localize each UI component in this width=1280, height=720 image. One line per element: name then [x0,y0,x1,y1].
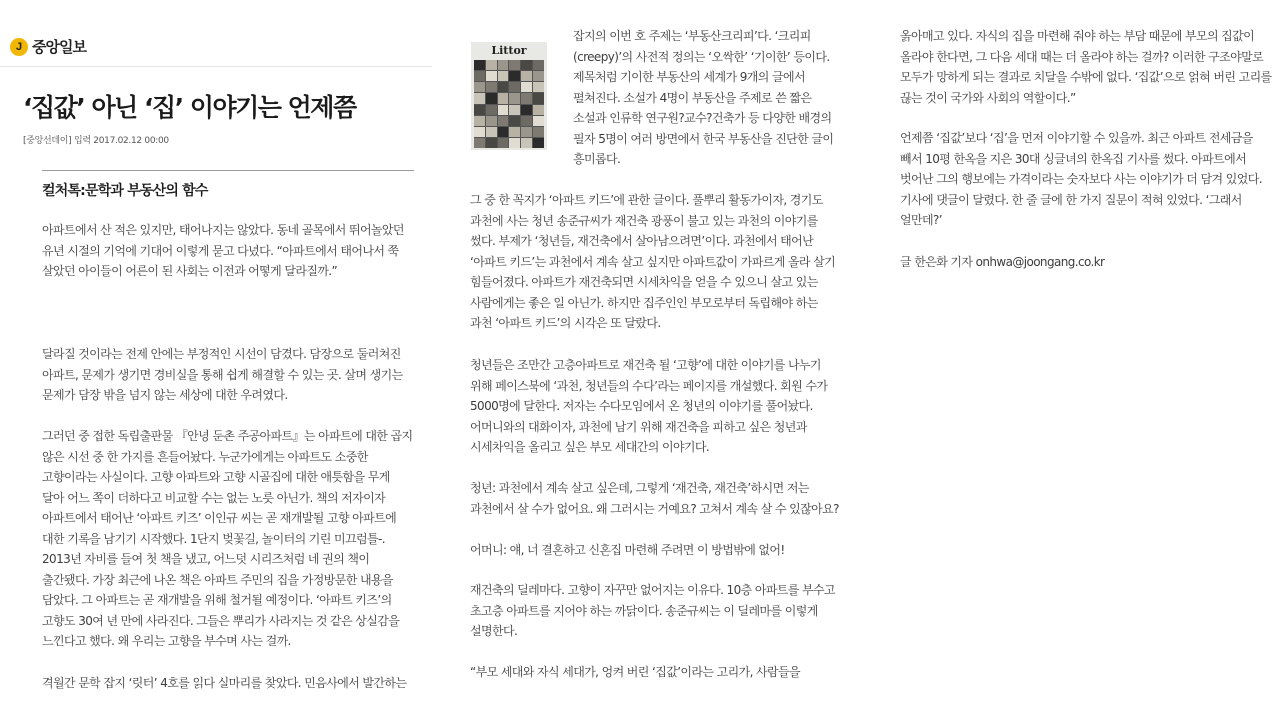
text-line: 유년 시절의 기억에 기대어 이렇게 묻고 다녔다. “아파트에서 태어나서 쭉 [42,243,399,258]
cover-window-tile [498,105,509,115]
cover-window-tile [498,71,509,81]
cover-window-tile [486,116,497,126]
text-line: ‘아파트 키드’는 과천에서 계속 살고 싶지만 아파트값이 가파르게 올라 살기 [470,254,836,269]
cover-window-tile [474,71,485,81]
text-line: 사람에게는 좋은 일 아닌가. 하지만 집주인인 부모로부터 독립해야 하는 [470,295,818,310]
cover-window-tile [486,105,497,115]
cover-window-tile [533,60,544,70]
text-line: 격월간 문학 잡지 ‘릿터’ 4호를 읽다 실마리를 찾았다. 민음사에서 발간하는 [42,676,407,690]
cover-window-tile [521,127,532,137]
cover-window-tile [474,116,485,126]
cover-window-tile [509,82,520,92]
cover-window-tile [498,127,509,137]
cover-window-tile [509,116,520,126]
magazine-cover-title: Littor [491,44,527,57]
paragraph [42,220,404,282]
text-line: 기사에 댓글이 달렸다. 한 줄 글에 한 가지 질문이 적혀 있었다. ‘그래서 [900,192,1242,207]
cover-window-tile [509,60,520,70]
paragraph [42,344,403,406]
cover-window-tile [474,138,485,148]
text-line: 빼서 10평 한옥을 지은 30대 싱글녀의 한옥집 기사를 썼다. 아파트에서 [900,151,1247,166]
text-line: 벗어난 그의 행보에는 가격이라는 숫자보다 사는 이야기가 더 담겨 있었다. [900,172,1262,186]
section-heading: 컬처톡:문학과 부동산의 함수 [42,183,208,199]
text-line: 않은 시선 중 한 가지를 흔들어놨다. 누군가에게는 아파트도 소중한 [42,449,368,464]
section-divider [42,170,414,171]
paragraph [42,426,413,652]
cover-window-tile [498,82,509,92]
paragraph [470,540,785,561]
text-line: 위해 페이스북에 ‘과천, 청년들의 수다’라는 페이지를 개설했다. 회원 수가 [470,378,828,393]
cover-window-tile [533,82,544,92]
article-column-2 [458,0,858,720]
text-line: 소설과 인류학 연구원?교수?건축가 등 다양한 배경의 [573,111,832,125]
text-line: 과천에 사는 청년 송준규씨가 재건축 광풍이 불고 있는 과천의 이야기를 [470,213,818,228]
text-line: 펼쳐진다. 소설가 4명이 부동산을 주제로 쓴 짧은 [573,90,812,105]
logo-mark-icon: J [10,38,28,56]
text-line: 달라질 것이라는 전제 안에는 부정적인 시선이 담겼다. 담장으로 둘러쳐진 [42,347,401,361]
text-line: 살았던 아이들이 어른이 된 사회는 이전과 어떻게 달라질까.” [42,264,338,278]
text-line: 올라야 한다면, 그 다음 세대 때는 더 올라야 하는 걸까? 이러한 구조야말로 [900,49,1264,64]
text-line: 그 중 한 꼭지가 ‘아파트 키드’에 관한 글이다. 풀뿌리 활동가이자, 경기도 [470,193,823,207]
text-line: 어머니: 얘, 너 결혼하고 신혼집 마련해 주려면 이 방법밖에 없어! [470,543,785,557]
byline [900,252,1104,273]
text-line: 달아 어느 쪽이 더하다고 비교할 수는 없는 노릇 아닌가. 책의 저자이자 [42,490,386,505]
text-line: 재건축의 딜레마다. 고향이 자꾸만 없어지는 이유다. 10층 아파트를 부수고 [470,583,835,597]
cover-window-tile [498,60,509,70]
text-line: 끊는 것이 국가와 사회의 역할이다.” [900,90,1076,105]
cover-window-tile [486,60,497,70]
text-line: 힘들어졌다. 아파트가 재건축되면 시세차익을 얻을 수 있으니 살고 있는 [470,275,818,289]
cover-window-tile [486,82,497,92]
cover-window-tile [533,127,544,137]
cover-window-tile [486,138,497,148]
cover-window-tile [498,138,509,148]
text-line: (creepy)’의 사전적 정의는 ‘오싹한’ ‘기이한’ 등이다. [573,49,830,64]
cover-window-tile [533,71,544,81]
cover-window-tile [474,82,485,92]
article-title: ‘집값’ 아닌 ‘집’ 이야기는 언제쯤 [23,93,356,122]
cover-window-tile [521,71,532,81]
paragraph [470,355,827,458]
text-line: 얼만데?’ [900,213,942,227]
article-column-3 [860,0,1280,720]
text-line: “부모 세대와 자식 세대가, 엉켜 버린 ‘집값’이라는 고리가, 사람들을 [470,665,800,679]
cover-window-tile [474,93,485,103]
cover-window-tile [509,71,520,81]
text-line: 문제가 담장 밖을 넘지 않는 세상에 대한 우려였다. [42,388,288,402]
site-logo[interactable] [10,36,86,57]
cover-window-tile [533,105,544,115]
text-line: 청년: 과천에서 계속 살고 싶은데, 그렇게 ‘재건축, 재건축’하시면 저는 [470,481,809,495]
cover-window-tile [533,93,544,103]
text-line: 시세차익을 올리고 싶은 부모 세대간의 이야기다. [470,440,710,454]
text-line: 청년들은 조만간 고층아파트로 재건축 될 ‘고향’에 대한 이야기를 나누기 [470,358,821,372]
cover-window-tile [509,93,520,103]
cover-window-tile [533,138,544,148]
paragraph [42,673,406,694]
cover-window-tile [509,127,520,137]
author-byline: 글 한은화 기자 onhwa@joongang.co.kr [900,255,1105,269]
text-line: 제목처럼 기이한 부동산의 세계가 9개의 글에서 [573,70,805,84]
cover-window-tile [474,127,485,137]
cover-window-tile [486,93,497,103]
paragraph [470,662,800,683]
text-line: 초고층 아파트를 지어야 하는 까닭이다. 송준규씨는 이 딜레마를 이렇게 [470,603,818,618]
text-line: 아파트에서 산 적은 있지만, 태어나지는 않았다. 동네 골목에서 뛰어놀았던 [42,223,404,237]
text-line: 아파트에서 태어난 ‘아파트 키즈’ 이인규 씨는 곧 재개발될 고향 아파트에 [42,511,397,525]
paragraph [470,580,835,642]
logo-text: 중앙일보 [32,38,86,56]
text-line: 옭아매고 있다. 자식의 집을 마련해 줘야 하는 부담 때문에 부모의 집값이 [900,29,1255,43]
text-line: 고향도 30여 년 만에 사라진다. 그들은 뿌리가 사라지는 것 같은 상실감을 [42,613,400,628]
cover-window-tile [474,60,485,70]
paragraph [573,26,833,170]
cover-window-tile [474,105,485,115]
cover-window-tile [521,93,532,103]
text-line: 과천에서 살 수가 없어요. 왜 그러시는 거예요? 고쳐서 계속 살 수 있잖아요? [470,501,839,516]
paragraph [470,190,835,334]
paragraph [900,26,1272,108]
text-line: 5000명에 달한다. 저자는 수다모임에서 온 청년의 이야기를 풀어놨다. [470,399,813,413]
text-line: 그러던 중 접한 독립출판물 『안녕 둔촌 주공아파트』는 아파트에 대한 곱지 [42,429,413,443]
cover-window-tile [521,60,532,70]
text-line: 썼다. 부제가 ‘청년들, 재건축에서 살아남으려면’이다. 과천에서 태어난 [470,234,814,248]
text-line: 언제쯤 ‘집값’보다 ‘집’을 먼저 이야기할 수 있을까. 최근 아파트 전세금을 [900,131,1253,145]
text-line: 아파트, 문제가 생기면 경비실을 통해 쉽게 해결할 수 있는 곳. 살며 생기는 [42,367,403,382]
paragraph [900,128,1262,231]
text-line: 어머니와의 대화이자, 과천에 남기 위해 재건축을 피하고 싶은 청년과 [470,419,807,434]
text-line: 담았다. 그 아파트는 곧 재개발을 위해 철거될 예정이다. ‘아파트 키즈’의 [42,593,392,607]
text-line: 설명한다. [470,624,518,638]
cover-window-tile [486,127,497,137]
cover-window-tile [521,116,532,126]
cover-window-tile [521,82,532,92]
header-divider [0,66,432,67]
cover-window-tile [509,105,520,115]
cover-window-tile [521,138,532,148]
cover-window-tile [498,116,509,126]
paragraph [470,478,839,519]
text-line: 대한 기록을 남기기 시작했다. 1단지 벚꽃길, 놀이터의 기린 미끄럼틀-. [42,531,385,546]
magazine-cover-building-pattern [474,60,544,148]
text-line: 잡지의 이번 호 주제는 ‘부동산크리피’다. ‘크리피 [573,29,811,43]
text-line: 필자 5명이 여러 방면에서 한국 부동산을 진단한 글이 [573,131,834,146]
article-column-1 [0,0,432,720]
article-meta: [중앙선데이] 입력 2017.02.12 00:00 [23,136,169,146]
text-line: 모두가 망하게 되는 결과로 치달을 수밖에 없다. ‘집값’으로 얽혀 버린 고리를 [900,70,1272,84]
cover-window-tile [498,93,509,103]
text-line: 출간됐다. 가장 최근에 나온 책은 아파트 주민의 집을 가정방문한 내용을 [42,572,393,587]
cover-window-tile [521,105,532,115]
cover-window-tile [533,116,544,126]
text-line: 느낀다고 했다. 왜 우리는 고향을 부수며 사는 걸까. [42,634,291,648]
text-line: 2013년 자비를 들여 첫 책을 냈고, 어느덧 시리즈처럼 네 권의 책이 [42,552,370,566]
text-line: 고향이라는 사실이다. 고향 아파트와 고향 시골집에 대한 애틋함을 무게 [42,470,390,484]
cover-window-tile [486,71,497,81]
cover-window-tile [509,138,520,148]
text-line: 과천 ‘아파트 키드’의 시각은 또 달랐다. [470,316,661,330]
text-line: 흥미롭다. [573,152,621,166]
magazine-cover-image [471,42,547,150]
